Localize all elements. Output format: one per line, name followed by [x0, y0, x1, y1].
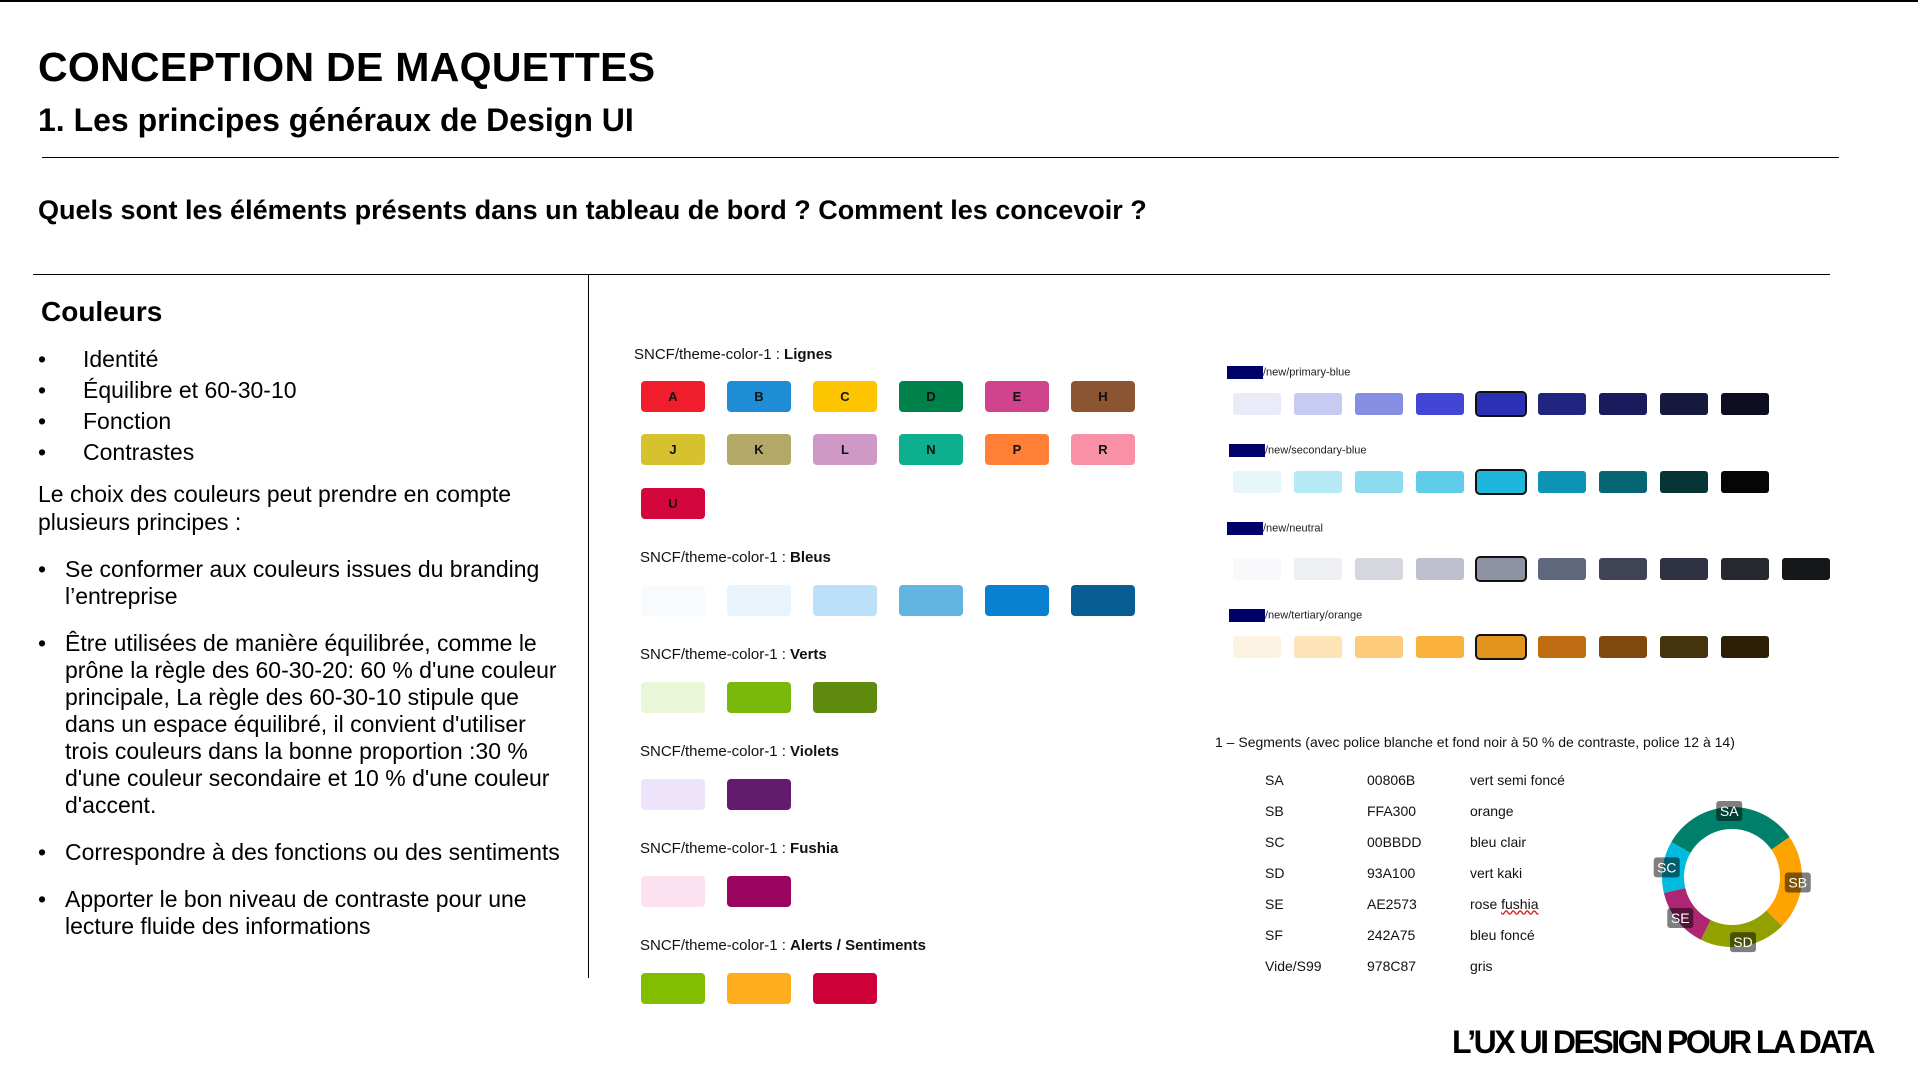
keyword-item: • Fonction [38, 406, 568, 437]
color-swatch [641, 876, 705, 907]
keyword-item: • Contrastes [38, 437, 568, 468]
table-row [1265, 857, 1600, 888]
scale-tag-icon [1227, 366, 1263, 379]
color-swatch: L [813, 434, 877, 465]
scale-swatch [1355, 471, 1403, 493]
segment-code: Vide/S99 [1265, 957, 1322, 974]
color-swatch: A [641, 381, 705, 412]
color-swatch: C [813, 381, 877, 412]
scale-swatch [1538, 558, 1586, 580]
donut-label [1654, 857, 1680, 877]
color-swatch: J [641, 434, 705, 465]
segment-name: bleu foncé [1470, 926, 1535, 943]
color-swatch [813, 973, 877, 1004]
scale-swatch [1782, 558, 1830, 580]
page-subtitle: 1. Les principes généraux de Design UI [38, 102, 634, 138]
colors-heading: Couleurs [41, 296, 163, 327]
table-row [1265, 950, 1600, 981]
table-row [1265, 795, 1600, 826]
scale-swatch [1477, 636, 1525, 658]
scale-swatch [1660, 393, 1708, 415]
segments-donut-chart [1652, 797, 1812, 957]
color-swatch: B [727, 381, 791, 412]
scale-swatch [1233, 636, 1281, 658]
section-question: Quels sont les éléments présents dans un tableau de bord ? Comment les concevoir ? [38, 195, 1147, 225]
scale-name: /new/secondary-blue [1265, 444, 1367, 457]
donut-label [1785, 873, 1811, 893]
color-swatch [985, 585, 1049, 616]
scale-swatch [1355, 636, 1403, 658]
table-row [1265, 888, 1600, 919]
segment-code: SF [1265, 926, 1283, 943]
color-swatch: U [641, 488, 705, 519]
scale-label [1227, 522, 1323, 535]
palette-name: Verts [790, 646, 827, 663]
scale-label [1229, 609, 1362, 622]
color-swatch [813, 682, 877, 713]
principle-item: • Apporter le bon niveau de contraste pour une lecture fluide des informations [38, 886, 568, 940]
scale-swatch [1660, 471, 1708, 493]
scale-swatch [1233, 558, 1281, 580]
color-swatch [899, 585, 963, 616]
segment-hex: FFA300 [1367, 802, 1417, 819]
scale-swatch [1599, 471, 1647, 493]
color-swatch [727, 682, 791, 713]
palette-name: Fushia [790, 840, 839, 857]
principle-item: • Se conformer aux couleurs issues du branding l’entreprise [38, 556, 568, 610]
donut-label-text: SE [1670, 909, 1690, 926]
scale-swatch [1538, 636, 1586, 658]
scale-swatch [1233, 471, 1281, 493]
palette-title [640, 840, 838, 857]
palette-prefix: SNCF/theme-color-1 : [640, 743, 791, 760]
color-swatch: H [1071, 381, 1135, 412]
scale-swatch [1477, 471, 1525, 493]
color-swatch [813, 585, 877, 616]
scale-tag-icon [1227, 522, 1263, 535]
palette-prefix: SNCF/theme-color-1 : [640, 937, 791, 954]
palette-title [640, 937, 926, 954]
segment-name: orange [1470, 802, 1514, 819]
segment-name: vert kaki [1470, 864, 1523, 881]
color-swatch: P [985, 434, 1049, 465]
palette-name: Alerts / Sentiments [790, 937, 926, 954]
scale-swatch [1416, 471, 1464, 493]
color-swatch [727, 585, 791, 616]
color-swatch [641, 973, 705, 1004]
principle-item: • Être utilisées de manière équilibrée, comme le prône la règle des 60-30-20: 60 % d'une couleur principale, La règle des 60-30-10 stipule que dans un espace équilibré, il convient d'utiliser trois couleurs dans la bonne proportion :30 % d'une couleur secondaire et 10 % d'une couleur d'accent. [38, 630, 568, 819]
scale-swatch [1294, 471, 1342, 493]
colors-keyword-list [38, 344, 568, 468]
segment-name: vert semi foncé [1470, 771, 1565, 788]
donut-label-text: SB [1788, 874, 1808, 891]
column-divider [588, 274, 589, 978]
color-swatch: E [985, 381, 1049, 412]
divider-top [42, 157, 1839, 158]
palette-prefix: SNCF/theme-color-1 : [640, 840, 791, 857]
keyword-item: • Identité [38, 344, 568, 375]
segment-code: SB [1265, 802, 1284, 819]
scale-swatch [1294, 393, 1342, 415]
scale-label [1229, 444, 1367, 457]
palette-title [634, 346, 832, 363]
color-swatch: N [899, 434, 963, 465]
scale-name: /new/neutral [1263, 522, 1323, 535]
scale-swatch [1355, 393, 1403, 415]
palette-name: Bleus [790, 549, 831, 566]
segment-code: SE [1265, 895, 1284, 912]
scale-swatch [1477, 558, 1525, 580]
divider-middle [33, 274, 1830, 275]
scale-swatch [1660, 636, 1708, 658]
segment-code: SC [1265, 833, 1285, 850]
scale-label [1227, 366, 1350, 379]
donut-label-text: SC [1656, 859, 1677, 876]
color-swatch [727, 779, 791, 810]
palette-prefix: SNCF/theme-color-1 : [640, 549, 791, 566]
segment-hex: 00806B [1367, 771, 1416, 788]
color-swatch [641, 585, 705, 616]
scale-swatch [1416, 558, 1464, 580]
segments-table [1265, 764, 1600, 981]
principles-list [38, 556, 568, 940]
scale-swatch [1599, 393, 1647, 415]
donut-label-text: SD [1733, 934, 1753, 951]
color-swatch [727, 973, 791, 1004]
palette-title [640, 549, 831, 566]
table-row [1265, 919, 1600, 950]
scale-swatch [1721, 471, 1769, 493]
color-swatch: D [899, 381, 963, 412]
scale-swatch [1416, 636, 1464, 658]
scale-swatch [1599, 558, 1647, 580]
palette-prefix: SNCF/theme-color-1 : [640, 646, 791, 663]
scale-swatch [1233, 393, 1281, 415]
scale-swatch [1538, 393, 1586, 415]
page-title: CONCEPTION DE MAQUETTES [38, 44, 656, 90]
footer-brand: L’UX UI DESIGN POUR LA DATA [1452, 1024, 1873, 1060]
scale-swatch [1355, 558, 1403, 580]
palette-name: Violets [790, 743, 839, 760]
table-row [1265, 764, 1600, 795]
color-swatch: R [1071, 434, 1135, 465]
color-swatch [727, 876, 791, 907]
segment-name: bleu clair [1470, 833, 1527, 850]
segments-title: 1 – Segments (avec police blanche et fond noir à 50 % de contraste, police 12 à 14) [1215, 734, 1735, 750]
donut-label [1716, 801, 1742, 821]
color-swatch [641, 682, 705, 713]
scale-swatch [1294, 636, 1342, 658]
donut-label-text: SA [1719, 803, 1739, 820]
colors-text-column [38, 296, 568, 940]
segment-hex: 00BBDD [1367, 833, 1422, 850]
principle-item: • Correspondre à des fonctions ou des sentiments [38, 839, 568, 866]
segment-name: rose fushia [1470, 895, 1539, 912]
palette-title [640, 743, 839, 760]
scale-swatch [1294, 558, 1342, 580]
segment-hex: 242A75 [1367, 926, 1416, 943]
top-border [0, 0, 1918, 2]
scale-swatch [1660, 558, 1708, 580]
scale-swatch [1721, 636, 1769, 658]
color-swatch [641, 779, 705, 810]
color-swatch: K [727, 434, 791, 465]
segment-name: gris [1470, 957, 1493, 974]
segment-code: SA [1265, 771, 1284, 788]
segment-hex: AE2573 [1367, 895, 1417, 912]
scale-swatch [1416, 393, 1464, 415]
scale-name: /new/tertiary/orange [1265, 609, 1363, 622]
donut-label [1667, 908, 1693, 928]
donut-label [1730, 932, 1756, 952]
palette-prefix: SNCF/theme-color-1 : [634, 346, 785, 363]
color-swatch [1071, 585, 1135, 616]
scale-tag-icon [1229, 444, 1265, 457]
scale-swatch [1721, 393, 1769, 415]
scale-swatch [1477, 393, 1525, 415]
keyword-item: • Équilibre et 60-30-10 [38, 375, 568, 406]
scale-swatch [1538, 471, 1586, 493]
scale-name: /new/primary-blue [1263, 366, 1351, 379]
table-row [1265, 826, 1600, 857]
segment-hex: 93A100 [1367, 864, 1416, 881]
palette-name: Lignes [784, 346, 833, 363]
segment-code: SD [1265, 864, 1285, 881]
scale-tag-icon [1229, 609, 1265, 622]
segment-hex: 978C87 [1367, 957, 1417, 974]
scale-swatch [1721, 558, 1769, 580]
scale-swatch [1599, 636, 1647, 658]
colors-intro: Le choix des couleurs peut prendre en compte plusieurs principes : [38, 481, 512, 535]
palette-title [640, 646, 827, 663]
